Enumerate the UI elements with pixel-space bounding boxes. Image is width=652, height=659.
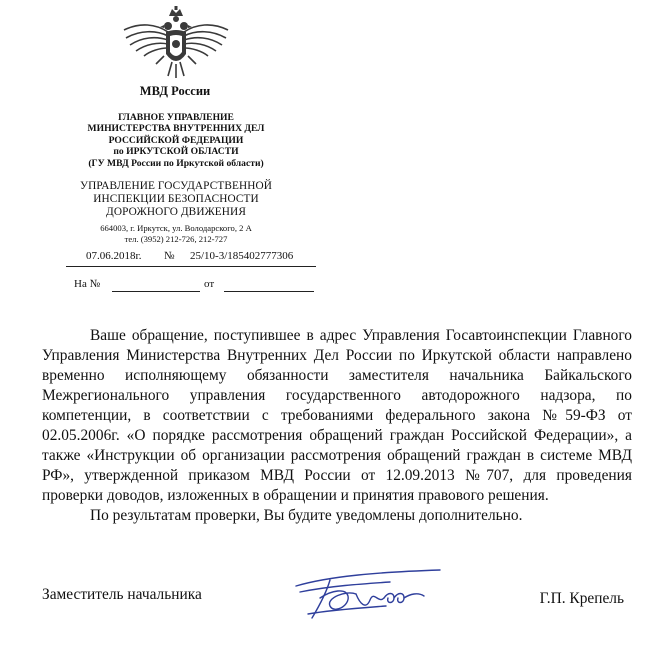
sub-department-line: ДОРОЖНОГО ДВИЖЕНИЯ xyxy=(106,206,246,218)
sub-department-line: УПРАВЛЕНИЕ ГОСУДАРСТВЕННОЙ xyxy=(79,180,273,192)
department-line: ГЛАВНОЕ УПРАВЛЕНИЕ xyxy=(118,112,234,123)
registration-date: 07.06.2018г. xyxy=(86,250,142,262)
handwritten-signature-icon xyxy=(290,564,450,624)
signature-area xyxy=(42,582,632,622)
department-line: (ГУ МВД России по Иркутской области) xyxy=(88,157,264,169)
reply-from-label: от xyxy=(204,278,215,290)
reply-number-blank xyxy=(112,291,200,292)
body-paragraph: Ваше обращение, поступившее в адрес Управления Госавтоинспекции Главного Управления Министерства Внутренних Дел России по Иркутской области направлено временно исполняющему обязанности заместителя начальника Байкальского Межрегионального управления государственного автодорожного надзора, по компетенции, в соответствии с требованиями федерального закона №59-ФЗ от 02.05.2006г. «О порядке рассмотрения обращений граждан Российской Федерации», а также «Инструкции об организации рассмотрения обращений граждан в системе МВД РФ», утвержденной приказом МВД России от 12.09.2013 №707, для проведения проверки доводов, изложенных в обращении и принятия правового решения. xyxy=(42,327,632,504)
registration-number-label: № xyxy=(164,250,175,262)
department-line: по ИРКУТСКОЙ ОБЛАСТИ xyxy=(113,146,239,158)
reply-number-label: На № xyxy=(74,278,101,290)
sub-department-line: ИНСПЕКЦИИ БЕЗОПАСНОСТИ xyxy=(93,193,259,205)
reply-date-blank xyxy=(224,291,314,292)
department-block xyxy=(66,112,286,169)
reply-reference-row xyxy=(74,278,324,298)
org-name: МВД России xyxy=(139,84,211,98)
department-line: МИНИСТЕРСТВА ВНУТРЕННИХ ДЕЛ xyxy=(87,123,265,135)
mvd-eagle-emblem-icon xyxy=(116,6,236,88)
body-paragraph: По результатам проверки, Вы будите уведомлены дополнительно. xyxy=(90,507,523,524)
signer-title: Заместитель начальника xyxy=(42,586,202,603)
sub-department-block xyxy=(66,180,286,219)
department-line: РОССИЙСКОЙ ФЕДЕРАЦИИ xyxy=(108,134,244,146)
address-block xyxy=(66,223,286,245)
letter-body xyxy=(42,326,632,526)
registration-underline xyxy=(66,266,316,267)
phone-line: тел. (3952) 212-726, 212-727 xyxy=(124,234,228,244)
address-line: 664003, г. Иркутск, ул. Володарского, 2 А xyxy=(100,223,252,233)
signer-name: Г.П. Крепель xyxy=(539,590,624,607)
registration-number: 25/10-3/185402777306 xyxy=(190,250,294,262)
